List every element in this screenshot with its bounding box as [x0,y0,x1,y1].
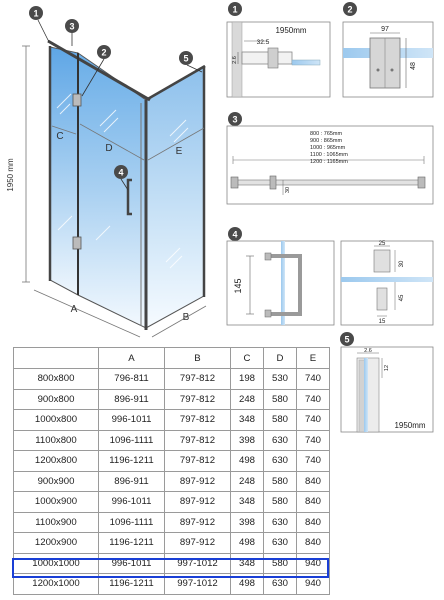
header-a: A [99,348,165,369]
header-e: E [297,348,330,369]
table-cell: 740 [297,369,330,390]
svg-text:1: 1 [232,4,238,15]
table-cell: 740 [297,389,330,410]
table-cell: 398 [231,430,264,451]
table-row [14,389,330,410]
dim-a-label: A [70,304,78,315]
badge-1-main [29,6,49,42]
table-row [14,430,330,451]
header-b: B [165,348,231,369]
table-cell: 740 [297,410,330,431]
table-cell: 996-1011 [99,492,165,513]
table-cell: 630 [264,533,297,554]
table-cell: 530 [264,369,297,390]
table-cell: 198 [231,369,264,390]
svg-text:3: 3 [69,21,75,32]
table-cell: 580 [264,410,297,431]
detail-2-hinge [343,2,433,97]
detail4-handle-length: 145 [233,278,243,294]
table-cell: 248 [231,471,264,492]
table-cell: 1096-1111 [99,430,165,451]
header-c: C [231,348,264,369]
table-cell: 580 [264,553,297,574]
table-cell: 740 [297,430,330,451]
badge-3-main [65,19,79,46]
svg-text:4: 4 [232,229,238,240]
svg-text:3: 3 [232,114,238,125]
table-cell-size: 1100x900 [14,512,99,533]
table-cell: 1196-1211 [99,533,165,554]
svg-text:5: 5 [183,53,189,64]
hinge-top [73,94,81,106]
table-cell: 1196-1211 [99,451,165,472]
table-cell: 398 [231,512,264,533]
table-cell: 897-912 [165,512,231,533]
dim-height-label: 1950 mm [6,158,15,192]
table-cell: 797-812 [165,430,231,451]
table-cell: 1196-1211 [99,574,165,595]
table-cell: 840 [297,492,330,513]
front-fixed-glass-panel [50,47,78,295]
dim-e-label: E [175,146,183,157]
detail5-height: 1950mm [394,421,426,430]
detail-4-handle [227,227,433,325]
table-cell: 996-1011 [99,410,165,431]
table-cell: 840 [297,533,330,554]
detail2-width: 97 [381,26,389,33]
dim-b-label: B [182,312,190,323]
table-cell: 897-912 [165,533,231,554]
table-cell: 797-812 [165,389,231,410]
detail4-dim-15: 15 [378,319,386,325]
detail3-size-1: 900 : 865mm [310,138,343,144]
table-cell: 630 [264,430,297,451]
detail-1-wall-profile [227,2,330,97]
dim-c-label: C [56,131,64,142]
detail4-dim-45: 45 [399,294,405,302]
header-d: D [264,348,297,369]
detail3-rod-dim: 30 [285,186,291,194]
table-cell: 797-812 [165,451,231,472]
svg-text:5: 5 [344,334,350,345]
table-row [14,451,330,472]
detail4-dim-30: 30 [399,260,405,268]
detail4-dim-25: 25 [378,241,386,247]
detail5-width: 2.6 [364,348,372,354]
table-cell: 796-811 [99,369,165,390]
table-cell-size: 1100x800 [14,430,99,451]
table-cell: 580 [264,389,297,410]
detail3-size-0: 800 : 765mm [310,131,343,137]
svg-text:2: 2 [101,47,107,58]
table-cell-size: 1200x900 [14,533,99,554]
svg-text:1: 1 [33,8,39,19]
highlighted-row-frame [12,558,329,578]
table-cell: 1096-1111 [99,512,165,533]
table-cell: 797-812 [165,410,231,431]
shower-enclosure-main [6,6,206,337]
table-row [14,492,330,513]
table-cell: 498 [231,533,264,554]
table-cell: 498 [231,574,264,595]
dim-d-label: D [105,143,113,154]
detail2-height: 48 [410,62,417,70]
detail1-gap: 2.6 [232,56,238,64]
table-cell: 896-911 [99,471,165,492]
detail3-size-4: 1200 : 1165mm [310,159,348,165]
detail1-height: 1950mm [275,26,307,35]
table-cell: 348 [231,410,264,431]
svg-text:2: 2 [347,4,353,15]
table-cell: 248 [231,389,264,410]
table-row [14,533,330,554]
table-cell: 840 [297,512,330,533]
side-glass-panel [146,66,204,328]
table-row [14,369,330,390]
table-cell: 630 [264,574,297,595]
front-door-glass-panel [78,53,146,328]
table-cell: 940 [297,553,330,574]
table-row [14,512,330,533]
table-cell: 896-911 [99,389,165,410]
detail-3-stabilizer-bar [227,112,433,204]
table-cell: 797-812 [165,369,231,390]
detail1-depth: 32.5 [256,39,270,46]
table-row [14,410,330,431]
table-cell-size: 1200x800 [14,451,99,472]
detail3-size-2: 1000 : 965mm [310,145,346,151]
table-cell: 740 [297,451,330,472]
table-cell: 630 [264,512,297,533]
hinge-bottom [73,237,81,249]
table-header-row [14,348,330,369]
table-cell: 580 [264,492,297,513]
svg-text:4: 4 [118,167,124,178]
table-cell: 840 [297,471,330,492]
detail5-depth: 12 [384,364,390,372]
table-cell-size: 900x800 [14,389,99,410]
detail3-size-3: 1100 : 1065mm [310,152,348,158]
table-cell: 996-1011 [99,553,165,574]
table-cell-size: 1200x1000 [14,574,99,595]
table-cell: 940 [297,574,330,595]
detail-5-side-profile [340,332,433,432]
table-cell: 348 [231,553,264,574]
table-cell-size: 900x900 [14,471,99,492]
table-cell: 580 [264,471,297,492]
table-cell: 997-1012 [165,553,231,574]
table-cell-size: 1000x900 [14,492,99,513]
table-cell: 997-1012 [165,574,231,595]
table-cell: 897-912 [165,492,231,513]
table-cell-size: 1000x1000 [14,553,99,574]
table-cell: 630 [264,451,297,472]
table-cell: 498 [231,451,264,472]
table-cell: 897-912 [165,471,231,492]
table-cell-size: 1000x800 [14,410,99,431]
table-cell: 348 [231,492,264,513]
table-row [14,471,330,492]
header-size [14,348,99,369]
table-cell-size: 800x800 [14,369,99,390]
